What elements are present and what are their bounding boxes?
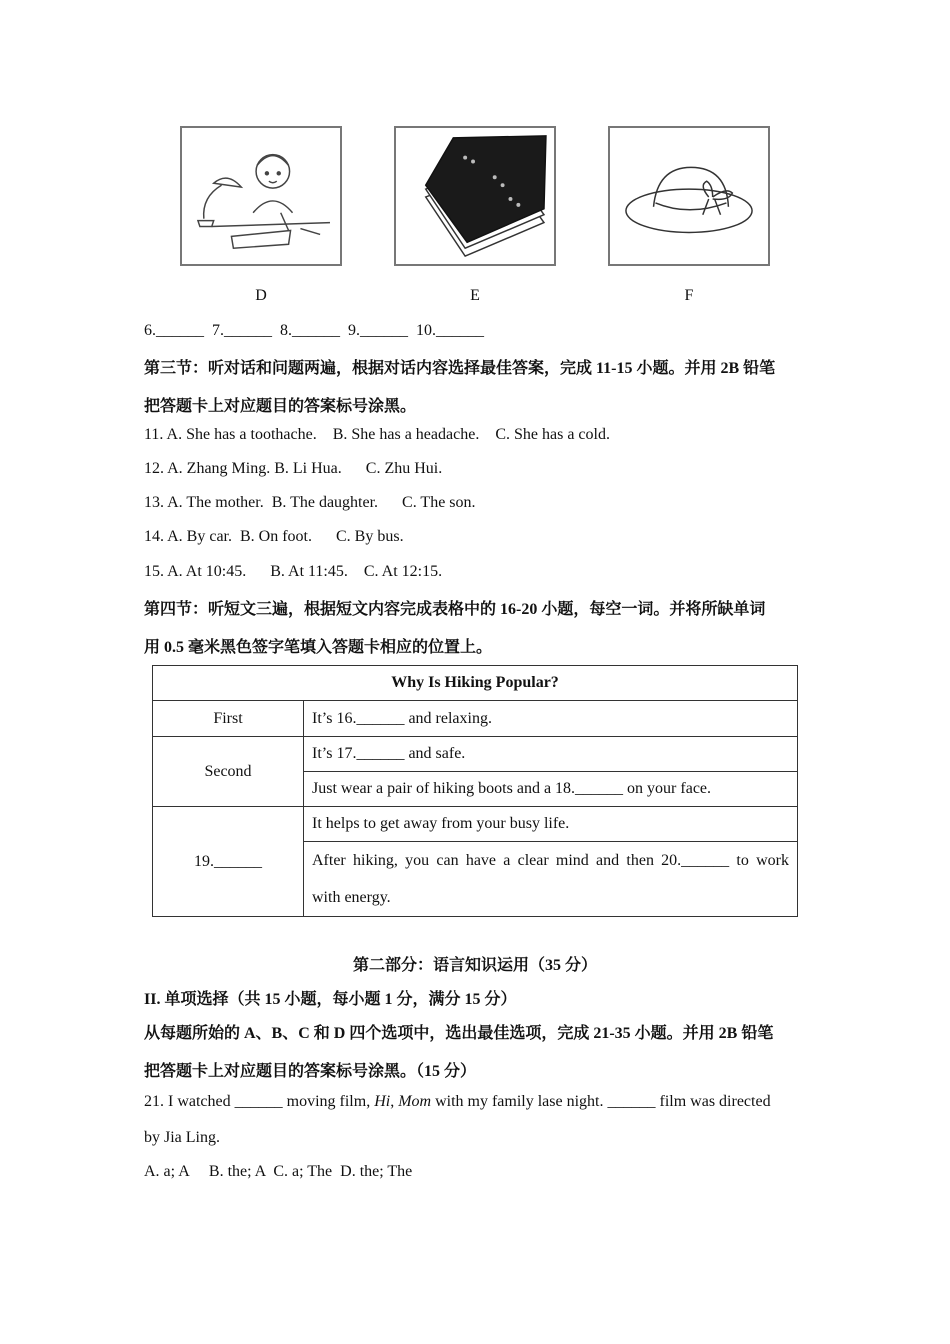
question-14: 14. A. By car. B. On foot. C. By bus.	[144, 528, 404, 545]
picture-e	[394, 126, 556, 266]
question-13: 13. A. The mother. B. The daughter. C. The son.	[144, 494, 476, 511]
row-third-text-2a: After hiking, you can have a clear mind and then 20.______ to work	[312, 852, 789, 869]
section4-instruction-line1: 第四节：听短文三遍，根据短文内容完成表格中的 16-20 小题，每空一词。并将所缺单词	[144, 601, 766, 618]
question-12: 12. A. Zhang Ming. B. Li Hua. C. Zhu Hui.	[144, 460, 443, 477]
part2-sub-heading: II. 单项选择（共 15 小题，每小题 1 分，满分 15 分）	[144, 991, 517, 1008]
hiking-table	[152, 665, 798, 917]
question-21-options: A. a; A B. the; A C. a; The D. the; The	[144, 1163, 413, 1180]
question-21-line2: by Jia Ling.	[144, 1129, 220, 1146]
question-21-pre: 21. I watched ______ moving film,	[144, 1093, 375, 1110]
picture-f	[608, 126, 770, 266]
row-second-label: Second	[153, 737, 304, 807]
question-21-post: with my family lase night. ______ film was directed	[431, 1093, 771, 1110]
question-21-comma: ,	[390, 1093, 399, 1110]
picture-f-label: F	[684, 287, 694, 304]
answer-blanks-6-10: 6.______ 7.______ 8.______ 9.______ 10.______	[144, 322, 484, 339]
film-title-mom: Mom	[398, 1093, 432, 1110]
question-11: 11. A. She has a toothache. B. She has a headache. C. She has a cold.	[144, 426, 610, 443]
hat-icon	[610, 128, 768, 264]
row-second-text-1: It’s 17.______ and safe.	[304, 737, 798, 772]
part2-instruction-line1: 从每题所始的 A、B、C 和 D 四个选项中，选出最佳选项，完成 21-35 小题。并用 2B 铅笔	[144, 1025, 774, 1042]
row-third-label: 19.______	[153, 807, 304, 917]
table-title: Why Is Hiking Popular?	[153, 666, 798, 701]
picture-d	[180, 126, 342, 266]
section3-instruction-line2: 把答题卡上对应题目的答案标号涂黑。	[144, 398, 417, 415]
section3-instruction-line1: 第三节：听对话和问题两遍，根据对话内容选择最佳答案，完成 11-15 小题。并用 2B 铅笔	[144, 360, 776, 377]
part2-instruction-line2: 把答题卡上对应题目的答案标号涂黑。（15 分）	[144, 1063, 477, 1080]
film-title-hi: Hi	[374, 1093, 391, 1110]
section4-instruction-line2: 用 0.5 毫米黑色签字笔填入答题卡相应的位置上。	[144, 639, 493, 656]
row-first-text: It’s 16.______ and relaxing.	[304, 701, 798, 737]
child-writing-icon	[182, 128, 340, 264]
row-second-text-2: Just wear a pair of hiking boots and a 18.______ on your face.	[304, 772, 798, 807]
part2-heading: 第二部分：语言知识运用（35 分）	[352, 957, 597, 974]
row-third-text-2	[304, 842, 798, 917]
books-icon	[396, 128, 554, 264]
question-21	[144, 1093, 771, 1111]
row-third-text-2b: with energy.	[312, 889, 391, 906]
question-15: 15. A. At 10:45. B. At 11:45. C. At 12:15.	[144, 563, 443, 580]
picture-d-label: D	[255, 287, 267, 304]
picture-e-label: E	[470, 287, 480, 304]
row-first-label: First	[153, 701, 304, 737]
row-third-text-1: It helps to get away from your busy life.	[304, 807, 798, 842]
